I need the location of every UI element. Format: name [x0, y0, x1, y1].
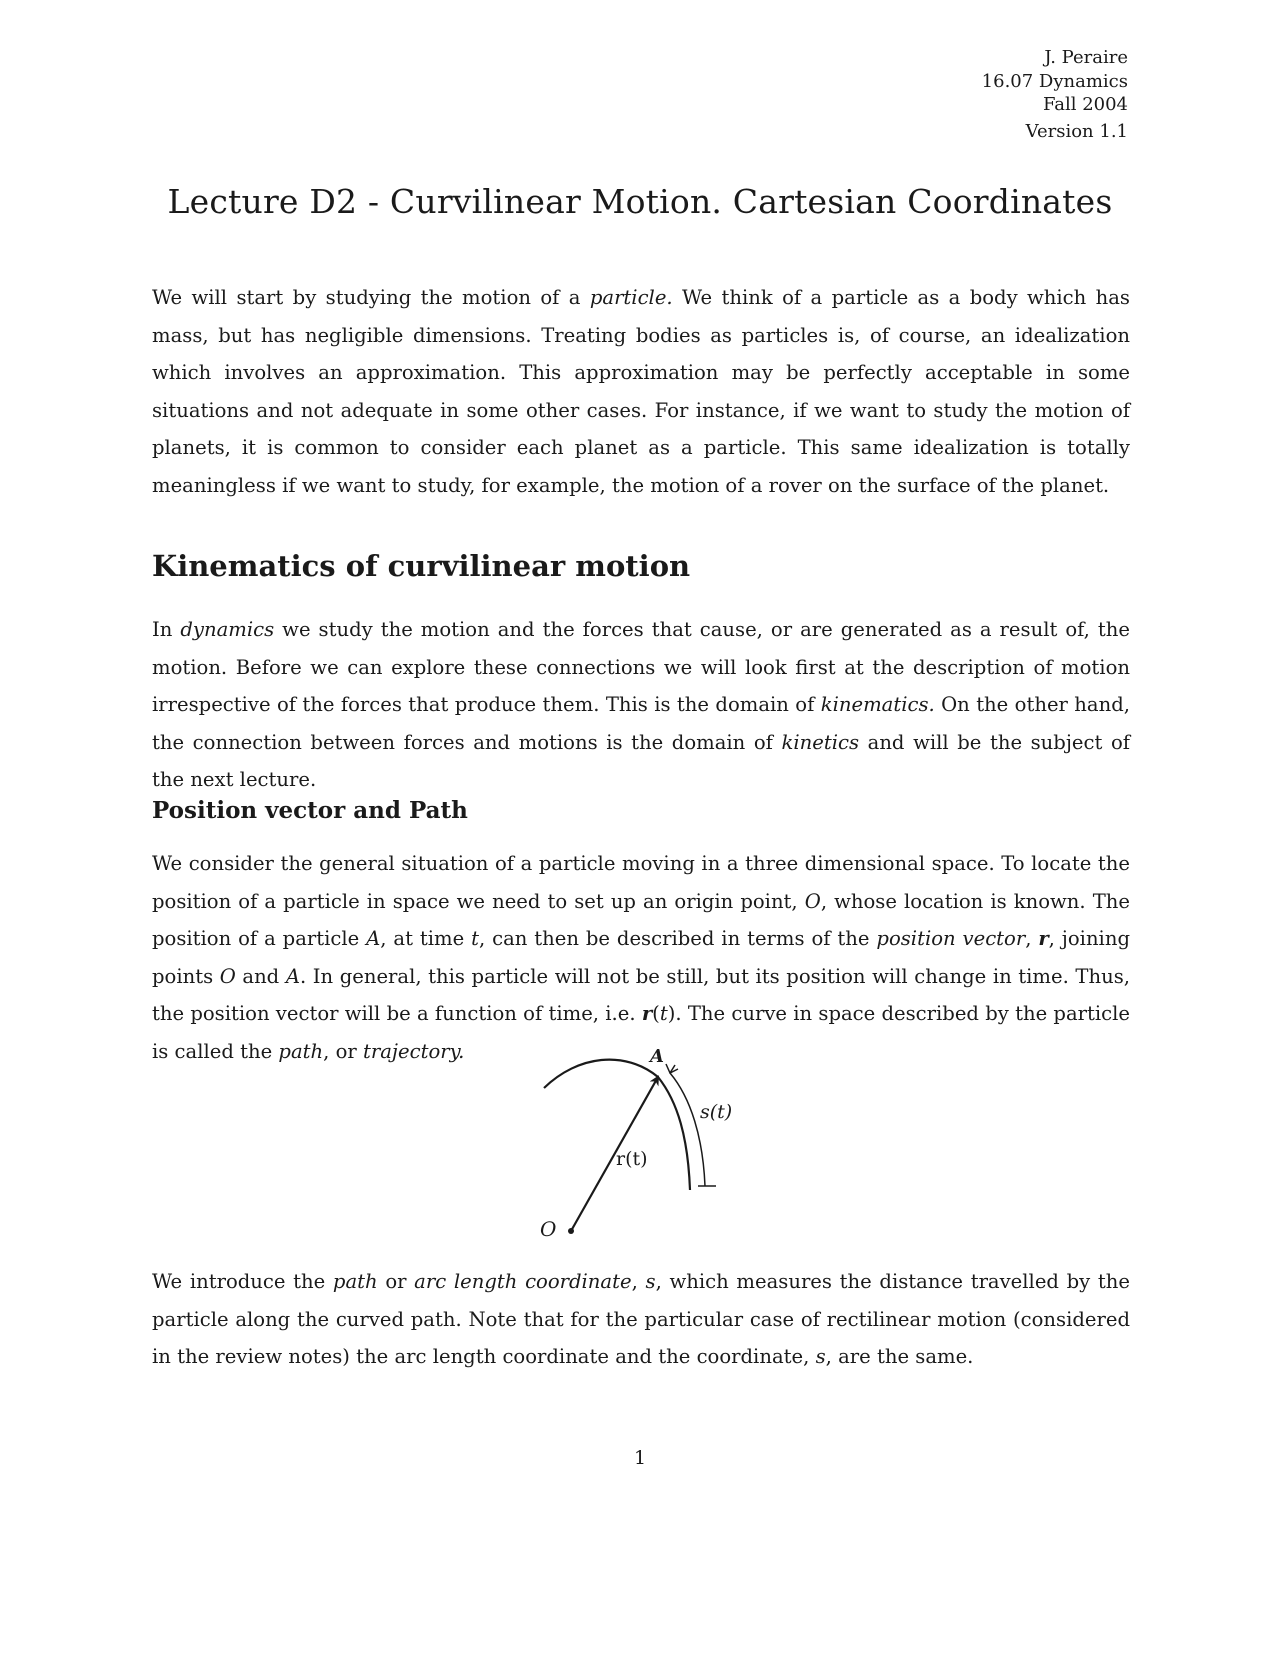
subsection-heading-position-vector: Position vector and Path: [152, 797, 468, 824]
position-vector-paragraph: We consider the general situation of a particle moving in a three dimensional space. To locate the position of a particle in space we need to set up an origin point, O, whose location is known. The position of a particle A, at time t, can then be described in terms of the position vector, r, joining points O and A. In general, this particle will not be still, but its position will change in time. Thus, the position vector will be a function of time, i.e. r(t). The curve in space described by the particle is called the path, or trajectory.: [152, 852, 1131, 1063]
version: Version 1.1: [1025, 120, 1128, 142]
section-heading-kinematics: Kinematics of curvilinear motion: [152, 549, 691, 583]
label-r-of-t: r(t): [616, 1148, 648, 1170]
origin-point: [568, 1228, 574, 1234]
author: J. Peraire: [1044, 47, 1128, 68]
label-s-of-t: s(t): [700, 1101, 733, 1123]
intro-paragraph: We will start by studying the motion of a particle. We think of a particle as a body which has mass, but has negligible dimensions. Treating bodies as particles is, of course, an idealization which involves an approximation. This approximation may be perfectly acceptable in some situations and not adequate in some other cases. For instance, if we want to study the motion of planets, it is common to consider each planet as a particle. This same idealization is totally meaningless if we want to study, for example, the motion of a rover on the surface of the planet.: [152, 286, 1130, 497]
page-title: Lecture D2 - Curvilinear Motion. Cartesian Coordinates: [167, 182, 1113, 221]
label-O: O: [540, 1217, 557, 1240]
label-A: A: [650, 1046, 664, 1067]
header-block: [982, 46, 1128, 143]
arc-length-arc: [670, 1073, 705, 1186]
trajectory-curve: [544, 1060, 690, 1190]
kinematics-paragraph: In dynamics we study the motion and the forces that cause, or are generated as a result of, the motion. Before we can explore these connections we will look first at the description of motion irrespective of the forces that produce them. This is the domain of kinematics. On the other hand, the connection between forces and motions is the domain of kinetics and will be the subject of the next lecture.: [152, 618, 1131, 791]
term: Fall 2004: [1042, 94, 1128, 115]
page-number: 1: [633, 1447, 647, 1469]
course: 16.07 Dynamics: [981, 70, 1128, 92]
path-figure: [520, 1040, 760, 1240]
arc-length-paragraph: We introduce the path or arc length coordinate, s, which measures the distance travelled by the particle along the curved path. Note that for the particular case of rectilinear motion (considered in the review notes) the arc length coordinate and the coordinate, s, are the same.: [152, 1270, 1131, 1368]
